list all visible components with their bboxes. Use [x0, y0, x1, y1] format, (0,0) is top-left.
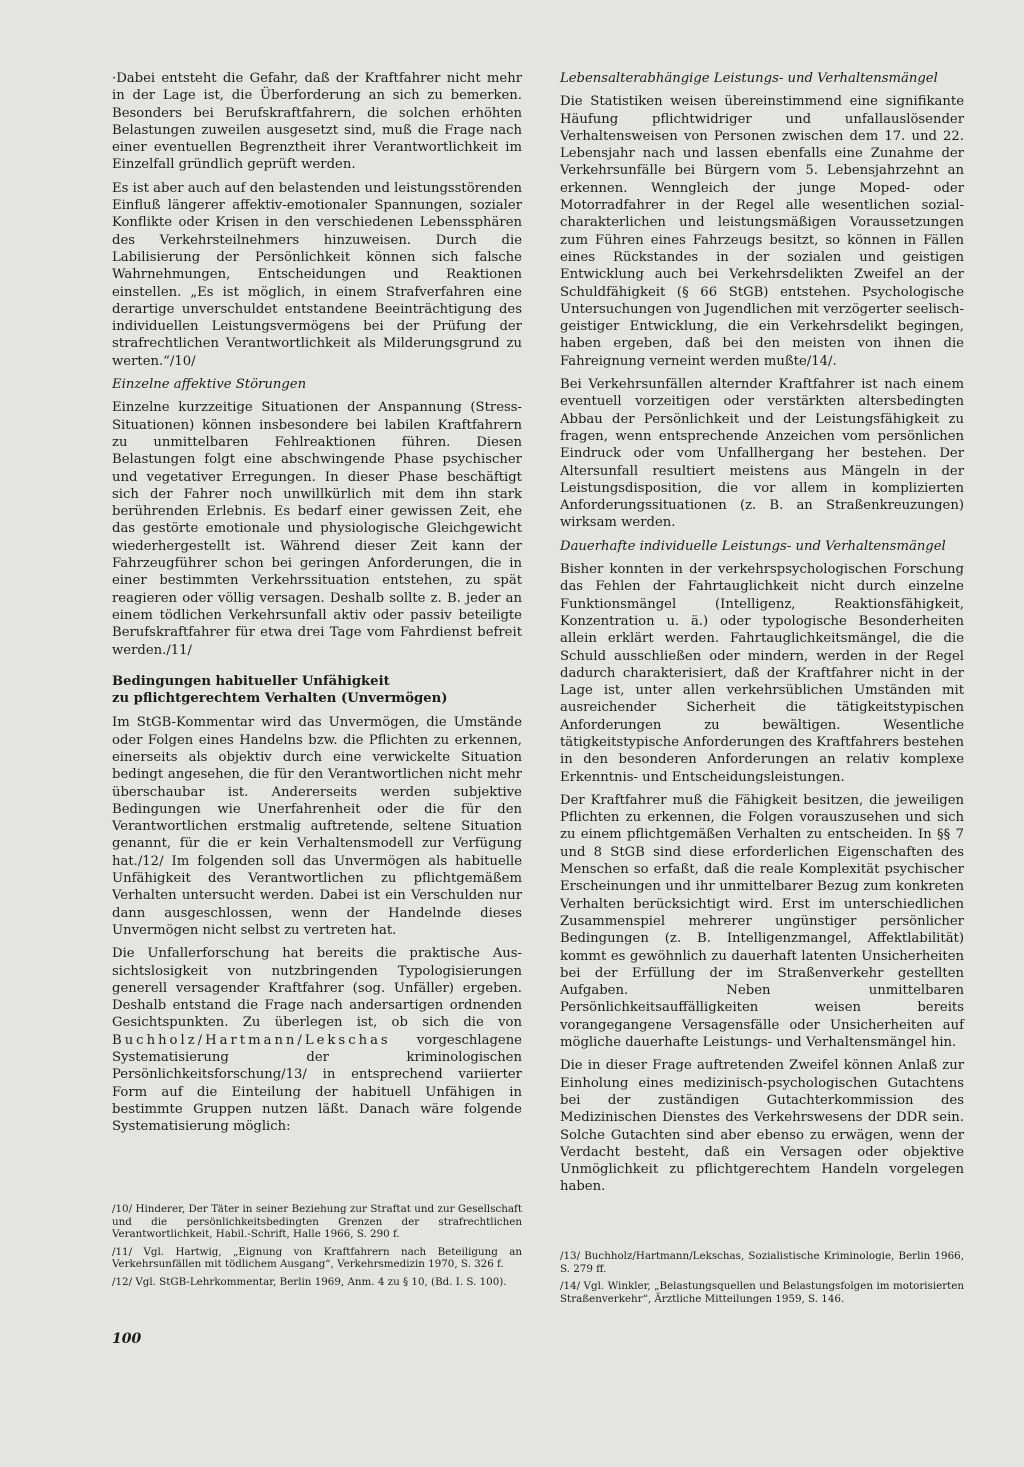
footnote: /12/ Vgl. StGB-Lehrkommentar, Berlin 1969, Anm. 4 zu § 10, (Bd. I. S. 100). [112, 1275, 507, 1288]
paragraph: Der Kraftfahrer muß die Fähigkeit besitzen, die jeweiligen Pflichten zu erkennen, die Folgen vorauszusehen und sich zu einem pflichtgemäßen Verhalten zu entscheiden. In §§ 7 und 8 StGB sind diese erforderlichen Eigenschaften des Menschen so erfaßt, daß die reale Komplexität psychischer Erscheinungen und ihr unmittelbarer Bezug zum konkreten Verhalten berücksichtigt wird. Erst im unterschiedlichen Zusammenspiel mehrerer ungünstiger persönlicher Bedingungen (z. B. Intelligenzmangel, Affektlabilität) kommt es gewöhnlich zu dauerhaft latenten Unsicherheiten bei der Erfüllung der im Straßenverkehr gestellten Aufgaben. Neben unmittelbaren Persönlichkeitsauffälligkeiten weisen bereits vorangegangene Versagensfälle oder Unsicherheiten auf mögliche dauerhafte Leistungs- und Verhaltensmängel hin. [560, 792, 964, 1051]
right-column [560, 70, 964, 1202]
paragraph: Die in dieser Frage auftretenden Zweifel können Anlaß zur Einholung eines medizinisch-psychologischen Gutachtens bei der zuständigen Gutachterkommission des Medizinischen Dienstes des Verkehrswesens der DDR sein. Solche Gutachten sind aber ebenso zu erwägen, wenn der Verdacht besteht, daß ein Versagen oder objektive Unmöglichkeit zu pflichtgerechtem Handeln vorgelegen haben. [560, 1058, 964, 1195]
left-column [112, 70, 522, 1142]
paragraph: Es ist aber auch auf den belastenden und leistungsstörenden Einfluß längerer affektiv-emotionaler Spannungen, sozialer Konflikte oder Krisen in den verschiedenen Lebenssphären des Verkehrsteilnehmers hinzuweisen. Durch die Labilisierung der Persönlichkeit können sich falsche Wahrnehmungen, Entscheidungen und Reaktionen einstellen. „Es ist möglich, in einem Strafverfahren eine derartige unverschuldet entstandene Beeinträchtigung des individuellen Leistungsvermögens bei der Prüfung der strafrechtlichen Verantwortlichkeit als Milderungsgrund zu werten.“/10/ [112, 180, 522, 369]
subheading: Einzelne affektive Störungen [112, 377, 307, 393]
paragraph: Einzelne kurzzeitige Situationen der Anspannung (Stress-Situationen) können insbesondere bei labilen Kraftfahrern zu unmittelbaren Fehlreaktionen führen. Diesen Belastungen folgt eine abschwingende Phase psychischer und vegetativer Erregungen. In dieser Phase beschäftigt sich der Fahrer noch unwillkürlich mit dem ihn stark berührenden Erlebnis. Es bedarf einer gewissen Zeit, ehe das gestörte emotionale und physiologische Gleichgewicht wiederhergestellt ist. Während dieser Zeit kann der Fahrzeugführer schon bei geringen Anforderungen, die in einer bestimmten Verkehrssituation entstehen, zu spät reagieren oder völlig versagen. Deshalb sollte z. B. jeder an einem tödlichen Verkehrsunfall aktiv oder passiv beteiligte Berufskraftfahrer für etwa drei Tage vom Fahrdienst befreit werden./11/ [112, 400, 522, 658]
section-heading [112, 673, 522, 708]
paragraph: ·Dabei entsteht die Gefahr, daß der Kraftfahrer nicht mehr in der Lage ist, die Überforderung an sich zu bemerken. Besonders bei Berufskraftfahrern, die solchen erhöhten Belastungen zuweilen ausgesetzt sind, muß die Frage nach einer eventuellen Begrenztheit ihrer Verantwortlichkeit im Einzelfall gründlich geprüft werden. [112, 71, 522, 173]
footnote: /14/ Vgl. Winkler, „Belastungsquellen und Belastungsfolgen im motorisierten Straßenverkehr“, Ärztliche Mitteilungen 1959, S. 146. [560, 1280, 964, 1305]
section-heading-line: Bedingungen habitueller Unfähigkeit [112, 673, 390, 689]
footnote: /10/ Hinderer, Der Täter in seiner Beziehung zur Straftat und zur Gesellschaft und die persönlichkeitsbedingten Grenzen der strafrechtlichen Verantwortlichkeit, Habil.-Schrift, Halle 1966, S. 290 f. [112, 1203, 522, 1241]
spaced-author-names: Buchholz/Hartmann/Lekschas [112, 1032, 391, 1048]
paragraph-text: Die Unfallerforschung hat bereits die praktische Aussichtslosigkeit von nutzbringenden Typologisierungen generell versagender Kraftfahrer (sog. Unfäller) ergeben. Deshalb entstand die Frage nach andersartigen ordnenden Gesichtspunkten. Zu überlegen ist, ob sich die von [112, 946, 522, 1031]
paragraph: Bisher konnten in der verkehrspsychologischen Forschung das Fehlen der Fahrtauglichkeit nicht durch einzelne Funktionsmängel (Intelligenz, Reaktionsfähigkeit, Konzentration u. ä.) oder typologische Besonderheiten allein erklärt werden. Fahrtauglichkeitsmängel, die die Schuld ausschließen oder mindern, werden in der Regel dadurch charakterisiert, daß der Kraftfahrer nicht in der Lage ist, unter allen verkehrsüblichen Umständen mit ausreichender Sicherheit die tätigkeitstypischen Anforderungen zu bewältigen. Wesentliche tätigkeitstypische Anforderungen des Kraftfahrers bestehen in den besonderen Anforderungen an relativ komplexe Erkenntnis- und Entscheidungsleistungen. [560, 562, 964, 785]
footnotes-left [112, 1203, 522, 1294]
page-number: 100 [112, 1331, 142, 1347]
subheading: Lebensalterabhängige Leistungs- und Verhaltensmängel [560, 71, 938, 86]
section-heading-line: zu pflichtgerechtem Verhalten (Unvermögen) [112, 691, 448, 707]
footnote: /11/ Vgl. Hartwig, „Eignung von Kraftfahrern nach Beteiligung an Verkehrsunfällen mit tödlichem Ausgang“, Verkehrsmedizin 1970, S. 326 f. [112, 1245, 522, 1271]
paragraph-text: vorgeschlagene Systematisierung der kriminologischen Persönlichkeitsforschung/13/ in entsprechend variierter Form auf die Einteilung der habituell Unfähigen in bestimmte Gruppen nutzen läßt. Danach wäre folgende Systematisierung möglich: [112, 1032, 522, 1135]
paragraph: Im StGB-Kommentar wird das Unvermögen, die Umstände oder Folgen eines Handelns bzw. die Pflichten zu erkennen, einerseits als objektiv durch eine verwickelte Situation bedingt angesehen, die für den Verantwortlichen nicht mehr überschaubar ist. Andererseits werden subjektive Bedingungen wie Unerfahrenheit oder die für den Verantwortlichen erstmalig auftretende, seltene Situation genannt, für die er kein Verhaltensmodell zur Verfügung hat./12/ Im folgenden soll das Unvermögen als habituelle Unfähigkeit des Verantwortlichen zu pflichtgemäßem Verhalten untersucht werden. Dabei ist ein Verschulden nur dann ausgeschlossen, wenn der Handelnde dieses Unvermögen nicht selbst zu vertreten hat. [112, 715, 522, 938]
paragraph: Die Statistiken weisen übereinstimmend eine signifikante Häufung pflichtwidriger und unfallauslösender Verhaltensweisen von Personen zwischen dem 17. und 22. Lebensjahr nach und lassen ebenfalls eine Zunahme der Verkehrsunfälle bei Bürgern vom 5. Lebensjahrzehnt an erkennen. Wenngleich der junge Moped- oder Motorradfahrer in der Regel alle wesentlichen sozialcharakterlichen und leistungsmäßigen Voraussetzungen zum Führen eines Fahrzeugs besitzt, so können in Fällen eines Rückstandes in der sozialen und geistigen Entwicklung auch bei Verkehrsdelikten Zweifel an der Schuldfähigkeit (§ 66 StGB) entstehen. Psychologische Untersuchungen von Jugendlichen mit verzögerter seelisch-geistiger Entwicklung, die ein Verkehrsdelikt begingen, haben ergeben, daß bei den meisten von ihnen die Fahreignung verneint werden mußte/14/. [560, 94, 964, 369]
footnotes-right [560, 1250, 964, 1310]
paragraph: Bei Verkehrsunfällen alternder Kraftfahrer ist nach einem eventuell vorzeitigen oder verstärkten altersbedingten Abbau der Persönlichkeit und der Leistungsfähigkeit zu fragen, wenn entsprechende Anzeichen vom persönlichen Eindruck oder vom Unfallhergang her bestehen. Der Altersunfall resultiert meistens aus Mängeln in der Leistungsdisposition, die vor allem in komplizierten Anforderungssituationen (z. B. an Straßenkreuzungen) wirksam werden. [560, 377, 964, 531]
paragraph [112, 945, 522, 1135]
subheading: Dauerhafte individuelle Leistungs- und Verhaltensmängel [560, 538, 946, 554]
footnote: /13/ Buchholz/Hartmann/Lekschas, Sozialistische Kriminologie, Berlin 1966, S. 279 ff. [560, 1250, 964, 1275]
